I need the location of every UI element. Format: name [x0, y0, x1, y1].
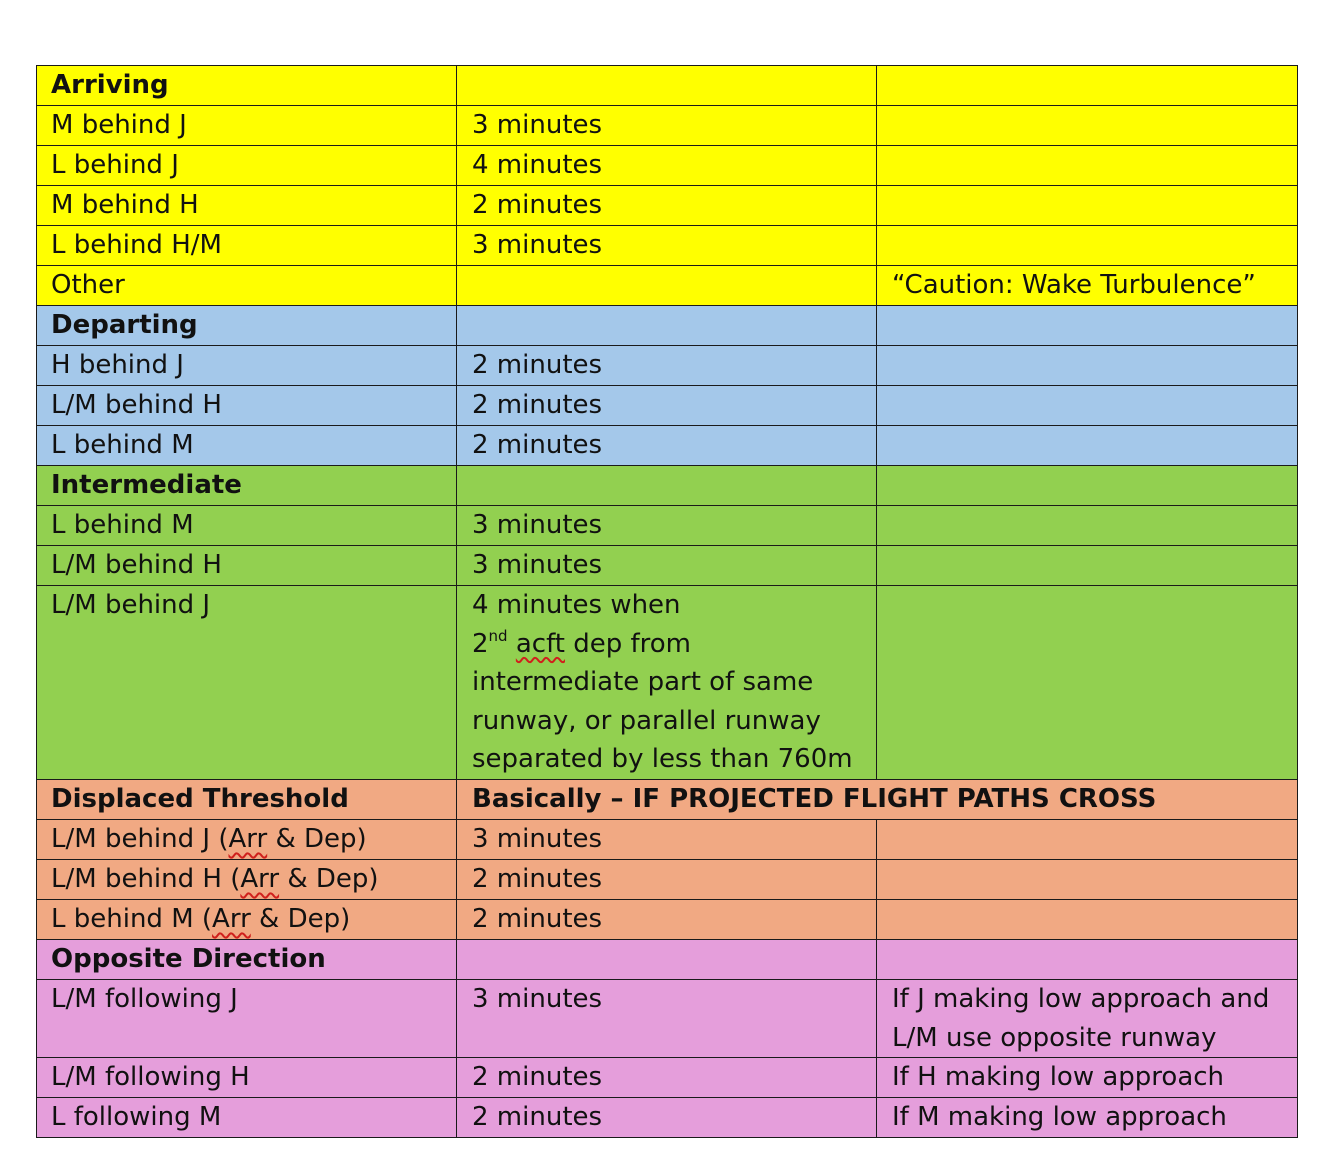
note-cell [877, 980, 1298, 1058]
separation-time: 3 minutes [457, 506, 877, 546]
separation-time: 2 minutes [457, 860, 877, 900]
spellcheck-word: acft [515, 628, 565, 659]
intermediate-header-row [37, 466, 1298, 506]
separation-time: 3 minutes [457, 546, 877, 586]
note-cell [877, 386, 1298, 426]
pair-suffix: & Dep) [279, 864, 379, 894]
opposite-header-row [37, 940, 1298, 980]
empty-cell [457, 940, 877, 980]
table-row [37, 346, 1298, 386]
section-title: Departing [37, 306, 457, 346]
note-cell: If H making low approach [877, 1058, 1298, 1098]
table-row [37, 546, 1298, 586]
note-cell: “Caution: Wake Turbulence” [877, 266, 1298, 306]
empty-cell [877, 306, 1298, 346]
spellcheck-word: Arr [212, 904, 251, 934]
table-row [37, 900, 1298, 940]
aircraft-pair: H behind J [37, 346, 457, 386]
note-line: If J making low approach and [892, 984, 1270, 1014]
note-cell [877, 106, 1298, 146]
aircraft-pair: L/M behind J [37, 586, 457, 780]
ordinal-number: 2 [472, 628, 489, 659]
arriving-header-row [37, 66, 1298, 106]
wake-separation-table [36, 65, 1298, 1138]
separation-time: 2 minutes [457, 426, 877, 466]
time-line [472, 625, 862, 664]
pair-suffix: & Dep) [267, 824, 367, 854]
aircraft-pair: L behind M [37, 506, 457, 546]
ordinal-suffix: nd [488, 626, 508, 645]
table-row [37, 226, 1298, 266]
table-row [37, 586, 1298, 780]
aircraft-pair: Other [37, 266, 457, 306]
table-row [37, 386, 1298, 426]
note-line: L/M use opposite runway [892, 1022, 1217, 1053]
pair-text: L behind M ( [51, 904, 213, 934]
empty-cell [457, 66, 877, 106]
aircraft-pair: M behind H [37, 186, 457, 226]
separation-time: 3 minutes [457, 820, 877, 860]
aircraft-pair: L behind M [37, 426, 457, 466]
section-title: Displaced Threshold [37, 780, 457, 820]
aircraft-pair [37, 900, 457, 940]
separation-time: 3 minutes [457, 226, 877, 266]
table-row [37, 106, 1298, 146]
separation-time: 2 minutes [457, 900, 877, 940]
spellcheck-word: Arr [228, 824, 268, 854]
empty-cell [877, 860, 1298, 900]
aircraft-pair: L/M behind H [37, 386, 457, 426]
aircraft-pair: L behind J [37, 146, 457, 186]
section-title: Intermediate [37, 466, 457, 506]
pair-text: L/M behind J ( [51, 824, 229, 854]
separation-time: 3 minutes [457, 980, 877, 1058]
empty-cell [877, 466, 1298, 506]
section-title: Arriving [37, 66, 457, 106]
aircraft-pair: L/M following J [37, 980, 457, 1058]
pair-suffix: & Dep) [250, 904, 351, 934]
table-row [37, 506, 1298, 546]
table-row [37, 820, 1298, 860]
separation-time: 2 minutes [457, 1058, 877, 1098]
section-note: Basically – IF PROJECTED FLIGHT PATHS CROSS [457, 780, 1298, 820]
note-cell [877, 186, 1298, 226]
separation-time: 4 minutes [457, 146, 877, 186]
separation-time: 2 minutes [457, 186, 877, 226]
separation-time [457, 586, 877, 780]
aircraft-pair: L/M following H [37, 1058, 457, 1098]
separation-time: 2 minutes [457, 386, 877, 426]
table-row [37, 266, 1298, 306]
table-row [37, 980, 1298, 1058]
displaced-header-row [37, 780, 1298, 820]
aircraft-pair: L following M [37, 1098, 457, 1138]
empty-cell [877, 940, 1298, 980]
empty-cell [457, 466, 877, 506]
time-line: separated by less than 760m [472, 744, 853, 774]
table-row [37, 1098, 1298, 1138]
empty-cell [877, 900, 1298, 940]
table-row [37, 426, 1298, 466]
note-cell: If M making low approach [877, 1098, 1298, 1138]
time-line: runway, or parallel runway [472, 705, 821, 736]
separation-time: 3 minutes [457, 106, 877, 146]
aircraft-pair: L/M behind H [37, 546, 457, 586]
note-cell [877, 226, 1298, 266]
separation-time [457, 266, 877, 306]
separation-time: 2 minutes [457, 1098, 877, 1138]
time-line: 4 minutes when [472, 590, 681, 620]
pair-text: L/M behind H ( [51, 864, 241, 894]
note-cell [877, 546, 1298, 586]
aircraft-pair [37, 860, 457, 900]
spellcheck-word: Arr [240, 864, 280, 894]
aircraft-pair [37, 820, 457, 860]
table-row [37, 860, 1298, 900]
table-row [37, 1058, 1298, 1098]
note-cell [877, 146, 1298, 186]
note-cell [877, 346, 1298, 386]
separation-time: 2 minutes [457, 346, 877, 386]
section-title: Opposite Direction [37, 940, 457, 980]
table-row [37, 186, 1298, 226]
empty-cell [457, 306, 877, 346]
empty-cell [877, 820, 1298, 860]
table-row [37, 146, 1298, 186]
aircraft-pair: M behind J [37, 106, 457, 146]
aircraft-pair: L behind H/M [37, 226, 457, 266]
empty-cell [877, 66, 1298, 106]
note-cell [877, 426, 1298, 466]
note-cell [877, 506, 1298, 546]
empty-cell [877, 586, 1298, 780]
time-text: dep from [564, 628, 692, 659]
departing-header-row [37, 306, 1298, 346]
time-line: intermediate part of same [472, 667, 814, 697]
